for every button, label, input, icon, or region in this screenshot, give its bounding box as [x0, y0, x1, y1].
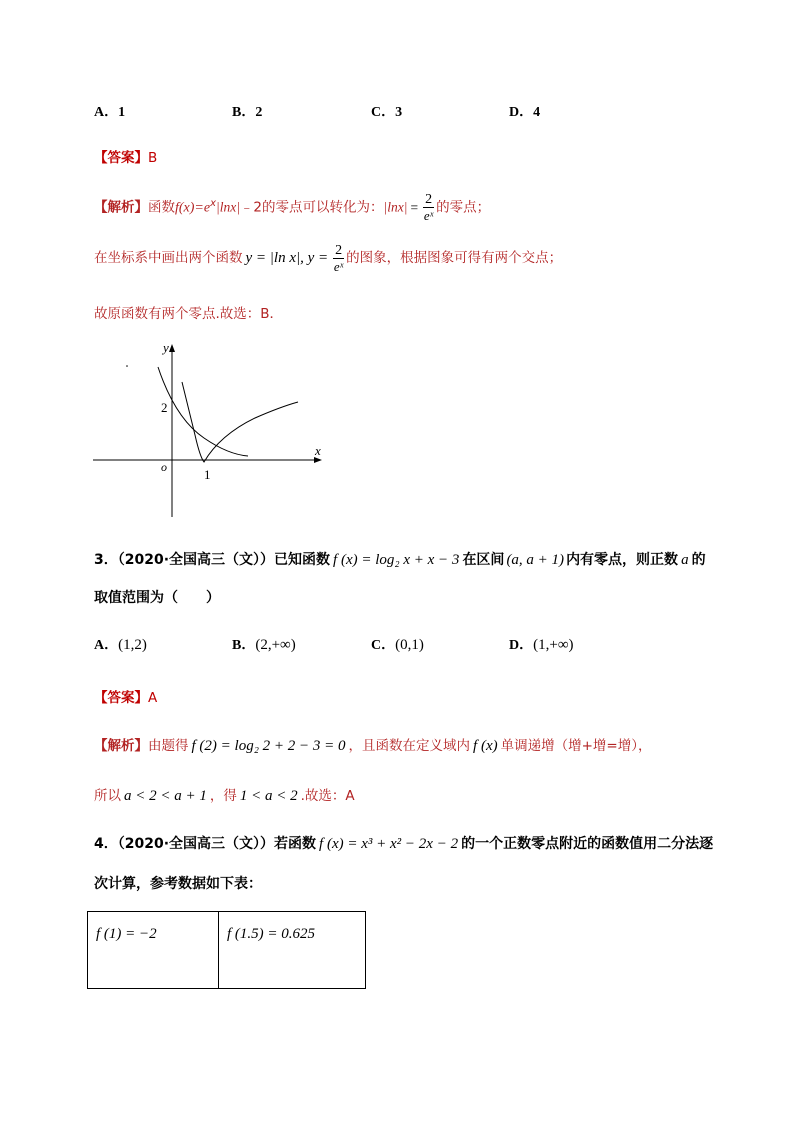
q3-option-a-value: (1,2): [118, 637, 147, 653]
y-label: y: [163, 340, 169, 355]
question-3-text-b: 在区间: [462, 552, 505, 568]
question-4-text-b: 的一个正数零点附近的函数值用二分法逐: [461, 836, 714, 852]
analysis-line-3: 故原函数有两个零点.故选：B．: [94, 306, 284, 322]
q3-option-a-label: A．: [94, 638, 119, 653]
question-3-text-c: 内有零点，则正数: [566, 552, 679, 568]
option-d: D．4: [509, 105, 541, 120]
answer-value: B: [148, 150, 158, 166]
question-4-math: f (x) = x³ + x² − 2x − 2: [319, 836, 459, 852]
q3-analysis-l2-b: ，得: [209, 788, 237, 804]
question-3-stem: [94, 548, 706, 572]
option-b: B．2: [232, 105, 263, 120]
question-3-line2: 取值范围为（ ）: [94, 590, 220, 606]
question-4-number: 4．: [94, 836, 118, 852]
analysis-minus: ﹣2: [239, 199, 263, 216]
analysis-l2-text: 在坐标系中画出两个函数: [94, 250, 243, 266]
q3-option-d-value: (1,+∞): [533, 637, 574, 653]
q3-option-c-label: C．: [371, 638, 396, 653]
q3-analysis-l2-math2: 1 < a < 2: [239, 788, 298, 804]
q3-option-d-label: D．: [509, 638, 534, 653]
option-a: A．1: [94, 105, 126, 120]
function-graph: [90, 335, 335, 520]
analysis-text: 函数: [148, 199, 175, 216]
question-3-math: f (x) = log₂ x + x − 3: [333, 552, 460, 568]
analysis-abs: |lnx|: [216, 199, 240, 215]
curve-ln: [182, 382, 298, 462]
q3-answer-value: A: [148, 690, 158, 706]
fraction-num: 2: [425, 192, 433, 207]
analysis-line-1: [94, 186, 490, 222]
q3-analysis-text-b: ，且函数在定义域内: [348, 738, 471, 754]
question-3-interval: (a, a + 1): [506, 552, 565, 568]
question-3-text-d: 的: [691, 552, 706, 568]
fraction-2-num: 2: [335, 242, 343, 258]
analysis-l2-text-b: 的图象，根据图象可得有两个交点；: [346, 250, 563, 266]
q3-option-c: [371, 634, 424, 654]
origin-label: o: [161, 460, 167, 474]
q3-analysis-tag: 【解析】: [94, 738, 148, 754]
q3-option-a: [94, 634, 147, 654]
q3-analysis-line-1: [94, 734, 651, 758]
q3-analysis-math: f (2) = log₂ 2 + 2 − 3 = 0: [191, 738, 346, 754]
x-label: x: [315, 443, 321, 458]
q3-analysis-l2-c: .故选：A: [300, 788, 355, 804]
analysis-line-2: [94, 240, 562, 276]
q3-analysis-text-c: 单调递增（增+增=增），: [500, 738, 652, 754]
fraction-den: eˣ: [423, 208, 434, 223]
analysis-eq: =: [410, 199, 419, 215]
y-axis-arrow: [169, 344, 175, 352]
question-4-source: （2020·全国高三（文））: [117, 836, 275, 852]
q3-option-b-value: (2,+∞): [255, 637, 296, 653]
analysis-sup: x: [210, 198, 217, 209]
fraction-2: [333, 244, 344, 273]
tick-x1: 1: [204, 467, 211, 482]
table-row: [88, 912, 366, 989]
q3-option-d: [509, 634, 574, 654]
question-4-line2: 次计算，参考数据如下表：: [94, 876, 262, 892]
question-3-var: a: [681, 552, 689, 568]
table-cell: f (1.5) = 0.625: [219, 912, 366, 989]
analysis-fx: f(x)=e: [175, 200, 211, 216]
answer-tag: 【答案】: [94, 150, 148, 166]
q3-analysis-l2-a: 所以: [94, 788, 121, 804]
q3-analysis-l2-math: a < 2 < a + 1: [124, 788, 207, 804]
q3-option-b-label: B．: [232, 638, 256, 653]
question-3-number: 3．: [94, 552, 118, 568]
question-4-text-a: 若函数: [274, 836, 317, 852]
analysis-text-c: 的零点；: [436, 199, 491, 216]
q3-answer-line: [94, 686, 157, 706]
q3-option-c-value: (0,1): [395, 637, 424, 653]
analysis-text-b: 的零点可以转化为：: [262, 199, 384, 216]
option-c: C．3: [371, 105, 403, 120]
answer-line: [94, 146, 157, 166]
analysis-abs2: |lnx|: [383, 199, 408, 215]
q3-analysis-math2: f (x): [473, 738, 498, 754]
q3-answer-tag: 【答案】: [94, 690, 148, 706]
q3-analysis-text-a: 由题得: [148, 738, 189, 754]
fraction: [423, 193, 434, 222]
question-4-stem: [94, 832, 713, 856]
tick-y2: 2: [161, 400, 168, 415]
q3-analysis-line-2: [94, 784, 355, 808]
analysis-l2-math: y = |ln x|, y =: [245, 250, 329, 266]
reference-table: [87, 911, 366, 989]
question-3-source: （2020·全国高三（文））: [117, 552, 275, 568]
table-cell: f (1) = −2: [88, 912, 219, 989]
question-3-text-a: 已知函数: [274, 552, 331, 568]
fraction-2-den: eˣ: [333, 258, 344, 274]
q3-option-b: [232, 634, 296, 654]
stray-dot: [126, 365, 128, 367]
analysis-tag: 【解析】: [94, 199, 148, 216]
